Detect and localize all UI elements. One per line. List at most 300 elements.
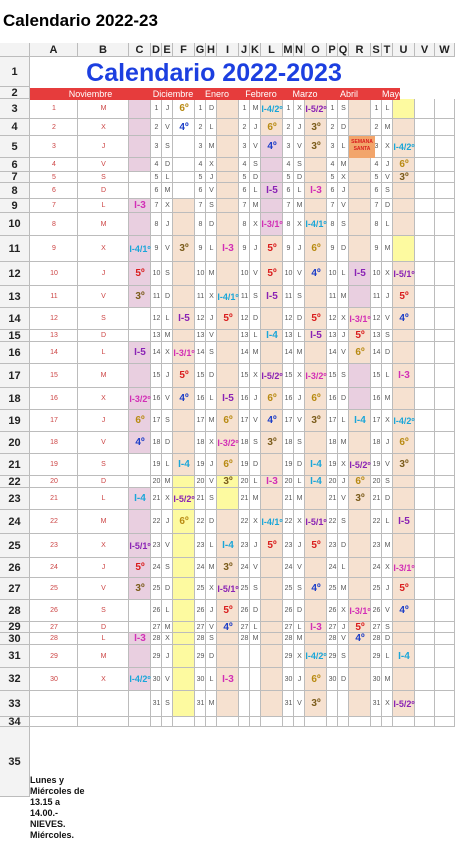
cell-i4[interactable] [217,119,239,136]
cell-w19[interactable] [435,410,455,432]
cell-r31[interactable] [349,645,371,668]
cell-q34[interactable] [338,717,349,727]
cell-j32[interactable] [239,668,250,691]
column-header-k[interactable]: K [250,43,261,57]
cell-v11[interactable] [415,236,435,262]
cell-c4[interactable] [129,119,151,136]
row-header-14[interactable]: 14 [0,308,30,330]
nov-weekday: L [101,202,106,209]
cell-c6[interactable] [129,158,151,172]
cell-c22[interactable] [129,476,151,488]
cell-v4[interactable] [415,119,435,136]
cell-v15[interactable] [415,330,435,342]
cell-w4[interactable] [435,119,455,136]
column-header-f[interactable]: F [173,43,195,57]
cell-w3[interactable] [435,99,455,119]
cell-w22[interactable] [435,476,455,488]
dec-weekday: M [164,187,171,194]
cell-f22[interactable] [173,476,195,488]
may-weekday: M [384,124,391,131]
cell-w20[interactable] [435,432,455,454]
row-header-28[interactable]: 28 [0,600,30,622]
cell-i31[interactable] [217,645,239,668]
row-header-22[interactable]: 22 [0,476,30,488]
cell-g34[interactable] [195,717,206,727]
feb-day: 23 [240,542,249,549]
cell-w15[interactable] [435,330,455,342]
cell-r34[interactable] [349,717,371,727]
cell-w23[interactable] [435,488,455,510]
row-header-5[interactable]: 5 [0,136,30,158]
cell-w33[interactable] [435,691,455,717]
row-header-24[interactable]: 24 [0,510,30,534]
cell-r20[interactable] [349,432,371,454]
cell-j31[interactable] [239,645,250,668]
mar-day: 20 [284,478,293,485]
cell-v25[interactable] [415,534,435,558]
row-header-34[interactable]: 34 [0,717,30,727]
cell-w26[interactable] [435,558,455,578]
cell-j33[interactable] [239,691,250,717]
month-label-3: Febrero [245,89,277,99]
dec-day: 29 [152,653,161,660]
row-header-21[interactable]: 21 [0,454,30,476]
apr-weekday: L [341,270,346,277]
row-header-31[interactable]: 31 [0,645,30,668]
cell-v9[interactable] [415,199,435,213]
cell-r17[interactable] [349,364,371,388]
cell-w12[interactable] [435,262,455,286]
cell-w29[interactable] [435,622,455,633]
dec-weekday: D [164,161,171,168]
cell-l29[interactable] [261,622,283,633]
cell-o23[interactable] [305,488,327,510]
cell-v6[interactable] [415,158,435,172]
cell-v32[interactable] [415,668,435,691]
row-header-2[interactable]: 2 [0,87,30,99]
row-header-27[interactable]: 27 [0,578,30,600]
mar-weekday: J [297,395,302,402]
cell-f12[interactable] [173,262,195,286]
mar-weekday: L [297,332,302,339]
cell-v21[interactable] [415,454,435,476]
cell-i3[interactable] [217,99,239,119]
cell-f29[interactable] [173,622,195,633]
column-header-l[interactable]: L [261,43,283,57]
cell-i24[interactable] [217,510,239,534]
column-header-n[interactable]: N [294,43,305,57]
cell-l23[interactable] [261,488,283,510]
column-header-v[interactable]: V [415,43,435,57]
row-header-19[interactable]: 19 [0,410,30,432]
cell-l6[interactable] [261,158,283,172]
cell-u25[interactable] [393,534,415,558]
cell-r27[interactable] [349,578,371,600]
cell-c21[interactable] [129,454,151,476]
cell-f27[interactable] [173,578,195,600]
cell-c14[interactable] [129,308,151,330]
cell-f30[interactable] [173,633,195,645]
cell-v18[interactable] [415,388,435,410]
cell-n34[interactable] [294,717,305,727]
cell-v7[interactable] [415,172,435,183]
column-header-u[interactable]: U [393,43,415,57]
cell-c10[interactable] [129,213,151,236]
cell-c33[interactable] [129,691,151,717]
cell-o13[interactable] [305,286,327,308]
row-header-18[interactable]: 18 [0,388,30,410]
cell-o26[interactable] [305,558,327,578]
cell-o34[interactable] [305,717,327,727]
cell-o7[interactable] [305,172,327,183]
cell-v22[interactable] [415,476,435,488]
column-header-a[interactable]: A [30,43,78,57]
row-header-33[interactable]: 33 [0,691,30,717]
dec-weekday: X [165,349,170,356]
cell-v24[interactable] [415,510,435,534]
cell-k31[interactable] [250,645,261,668]
cell-j34[interactable] [239,717,250,727]
cell-f26[interactable] [173,558,195,578]
column-header-g[interactable]: G [195,43,205,56]
cell-p34[interactable] [327,717,338,727]
cell-r6[interactable] [349,158,371,172]
cell-a34[interactable] [30,717,78,727]
cell-w32[interactable] [435,668,455,691]
cell-i7[interactable] [217,172,239,183]
row-header-11[interactable]: 11 [0,236,30,262]
class-mark: 4º [179,121,189,133]
cell-l9[interactable] [261,199,283,213]
cell-u32[interactable] [393,668,415,691]
cell-f34[interactable] [173,717,195,727]
cell-v30[interactable] [415,633,435,645]
row-header-1[interactable]: 1 [0,57,30,87]
cell-r18[interactable] [349,388,371,410]
column-header-m[interactable]: M [283,43,293,56]
cell-u16[interactable] [393,342,415,364]
row-header-29[interactable]: 29 [0,622,30,633]
cell-i12[interactable] [217,262,239,286]
cell-r3[interactable] [349,99,371,119]
row-header-3[interactable]: 3 [0,99,30,119]
cell-w9[interactable] [435,199,455,213]
cell-h34[interactable] [206,717,217,727]
cell-w30[interactable] [435,633,455,645]
cell-l33[interactable] [261,691,283,717]
cell-c5[interactable] [129,136,151,158]
cell-r4[interactable] [349,119,371,136]
column-header-w[interactable]: W [435,43,455,57]
apr-weekday: S [341,105,346,112]
cell-u23[interactable] [393,488,415,510]
row-header-25[interactable]: 25 [0,534,30,558]
cell-u8[interactable] [393,183,415,199]
cell-o9[interactable] [305,199,327,213]
cell-r32[interactable] [349,668,371,691]
cell-r13[interactable] [349,286,371,308]
cell-l27[interactable] [261,578,283,600]
row-header-8[interactable]: 8 [0,183,30,199]
cell-u29[interactable] [393,622,415,633]
cell-c3[interactable] [129,99,151,119]
column-header-c[interactable]: C [129,43,151,57]
may-weekday: L [385,372,390,379]
row-header-15[interactable]: 15 [0,330,30,342]
cell-u34[interactable] [393,717,415,727]
cell-c8[interactable] [129,183,151,199]
cell-f19[interactable] [173,410,195,432]
cell-f25[interactable] [173,534,195,558]
row-header-17[interactable]: 17 [0,364,30,388]
cell-l7[interactable] [261,172,283,183]
may-weekday: M [384,245,391,252]
cell-k32[interactable] [250,668,261,691]
cell-r9[interactable] [349,199,371,213]
nov-day: 26 [50,607,58,614]
column-header-e[interactable]: E [162,43,173,57]
cell-f15[interactable] [173,330,195,342]
cell-c15[interactable] [129,330,151,342]
cell-t34[interactable] [382,717,393,727]
cell-c17[interactable] [129,364,151,388]
cell-i16[interactable] [217,342,239,364]
cell-f13[interactable] [173,286,195,308]
cell-o30[interactable] [305,633,327,645]
cell-u30[interactable] [393,633,415,645]
jan-weekday: L [209,395,214,402]
may-day: 16 [372,395,381,402]
cell-f33[interactable] [173,691,195,717]
cell-w8[interactable] [435,183,455,199]
row-header-16[interactable]: 16 [0,342,30,364]
column-header-t[interactable]: T [382,43,393,57]
cell-l28[interactable] [261,600,283,622]
row-header-26[interactable]: 26 [0,558,30,578]
cell-u10[interactable] [393,213,415,236]
cell-v13[interactable] [415,286,435,308]
cell-l31[interactable] [261,645,283,668]
column-header-r[interactable]: R [349,43,371,57]
row-header-30[interactable]: 30 [0,633,30,645]
column-header-i[interactable]: I [217,43,239,57]
may-day: 17 [372,417,381,424]
cell-m34[interactable] [283,717,294,727]
cell-w24[interactable] [435,510,455,534]
column-header-b[interactable]: B [78,43,129,57]
class-mark: I-4/1º [261,516,283,527]
cell-i15[interactable] [217,330,239,342]
row-header-23[interactable]: 23 [0,488,30,510]
cell-v23[interactable] [415,488,435,510]
cell-f10[interactable] [173,213,195,236]
cell-w17[interactable] [435,364,455,388]
cell-d34[interactable] [151,717,162,727]
class-mark: I-5 [310,330,322,341]
cell-u3[interactable] [393,99,415,119]
cell-l26[interactable] [261,558,283,578]
cell-w31[interactable] [435,645,455,668]
cell-w7[interactable] [435,172,455,183]
cell-v10[interactable] [415,213,435,236]
cell-q33[interactable] [338,691,349,717]
row-header-20[interactable]: 20 [0,432,30,454]
cell-w16[interactable] [435,342,455,364]
cell-u11[interactable] [393,236,415,262]
cell-o28[interactable] [305,600,327,622]
column-header-s[interactable]: S [371,43,382,57]
column-header-p[interactable]: P [327,43,338,57]
cell-v27[interactable] [415,578,435,600]
cell-l32[interactable] [261,668,283,691]
cell-k34[interactable] [250,717,261,727]
row-header-7[interactable]: 7 [0,172,30,183]
dec-day: 6 [154,187,159,194]
cell-v16[interactable] [415,342,435,364]
nov-weekday: S [101,174,106,181]
row-header-13[interactable]: 13 [0,286,30,308]
column-header-d[interactable]: D [151,43,162,57]
cell-b33[interactable] [78,691,129,717]
cell-i8[interactable] [217,183,239,199]
row-header-6[interactable]: 6 [0,158,30,172]
cell-v3[interactable] [415,99,435,119]
cell-w18[interactable] [435,388,455,410]
cell-i10[interactable] [217,213,239,236]
cell-w6[interactable] [435,158,455,172]
cell-i23[interactable] [217,488,239,510]
cell-r24[interactable] [349,510,371,534]
cell-i33[interactable] [217,691,239,717]
row-header-4[interactable]: 4 [0,119,30,136]
cell-c29[interactable] [129,622,151,633]
class-mark: I-3/1º [261,219,283,229]
cell-r8[interactable] [349,183,371,199]
cell-u9[interactable] [393,199,415,213]
row-header-12[interactable]: 12 [0,262,30,286]
cell-u18[interactable] [393,388,415,410]
column-header-o[interactable]: O [305,43,327,57]
cell-f6[interactable] [173,158,195,172]
cell-s34[interactable] [371,717,382,727]
cell-i34[interactable] [217,717,239,727]
cell-w10[interactable] [435,213,455,236]
cell-u4[interactable] [393,119,415,136]
cell-w13[interactable] [435,286,455,308]
row-header-32[interactable]: 32 [0,668,30,691]
cell-c24[interactable] [129,510,151,534]
apr-day: 16 [328,395,337,402]
cell-i9[interactable] [217,199,239,213]
cell-l14[interactable] [261,308,283,330]
cell-w27[interactable] [435,578,455,600]
cell-f7[interactable] [173,172,195,183]
cell-v28[interactable] [415,600,435,622]
mar-weekday: S [297,161,302,168]
row-header-35[interactable]: 35 [0,727,30,797]
cell-r26[interactable] [349,558,371,578]
cell-u15[interactable] [393,330,415,342]
cell-v17[interactable] [415,364,435,388]
row-header-10[interactable]: 10 [0,213,30,236]
class-mark: 5º [311,540,321,551]
cell-l34[interactable] [261,717,283,727]
cell-w5[interactable] [435,136,455,158]
cell-f8[interactable] [173,183,195,199]
cell-i6[interactable] [217,158,239,172]
cell-c7[interactable] [129,172,151,183]
cell-c28[interactable] [129,600,151,622]
cell-c31[interactable] [129,645,151,668]
cell-p33[interactable] [327,691,338,717]
cell-c34[interactable] [129,717,151,727]
row-header-9[interactable]: 9 [0,199,30,213]
cell-l21[interactable] [261,454,283,476]
cell-v20[interactable] [415,432,435,454]
cell-b34[interactable] [78,717,129,727]
class-mark: I-3/1º [349,605,371,616]
cell-w34[interactable] [435,717,455,727]
cell-i17[interactable] [217,364,239,388]
cell-f28[interactable] [173,600,195,622]
cell-e34[interactable] [162,717,173,727]
cell-o16[interactable] [305,342,327,364]
cell-r11[interactable] [349,236,371,262]
cell-w21[interactable] [435,454,455,476]
cell-v14[interactable] [415,308,435,330]
cell-w14[interactable] [435,308,455,330]
month-label-5: Abril [339,89,358,99]
cell-v8[interactable] [415,183,435,199]
cell-o20[interactable] [305,432,327,454]
mar-weekday: M [296,202,303,209]
cell-f5[interactable] [173,136,195,158]
cell-r33[interactable] [349,691,371,717]
class-mark: 5º [135,562,145,573]
column-header-j[interactable]: J [239,43,250,57]
cell-i30[interactable] [217,633,239,645]
column-header-q[interactable]: Q [338,43,348,56]
mar-weekday: J [297,542,302,549]
cell-v29[interactable] [415,622,435,633]
cell-w28[interactable] [435,600,455,622]
corner-cell[interactable] [0,43,30,57]
mar-day: 17 [284,417,293,424]
may-weekday: M [384,395,391,402]
cell-f31[interactable] [173,645,195,668]
class-mark: I-4/2º [393,415,415,426]
column-header-h[interactable]: H [206,43,217,57]
mar-day: 22 [284,518,293,525]
cell-a33[interactable] [30,691,78,717]
cell-u22[interactable] [393,476,415,488]
cell-k33[interactable] [250,691,261,717]
cell-f20[interactable] [173,432,195,454]
cell-f32[interactable] [173,668,195,691]
cell-l30[interactable] [261,633,283,645]
cell-i5[interactable] [217,136,239,158]
cell-f9[interactable] [173,199,195,213]
cell-o6[interactable] [305,158,327,172]
cell-v31[interactable] [415,645,435,668]
cell-r7[interactable] [349,172,371,183]
cell-r25[interactable] [349,534,371,558]
cell-r10[interactable] [349,213,371,236]
cell-v34[interactable] [415,717,435,727]
cell-w11[interactable] [435,236,455,262]
cell-w25[interactable] [435,534,455,558]
cell-l16[interactable] [261,342,283,364]
